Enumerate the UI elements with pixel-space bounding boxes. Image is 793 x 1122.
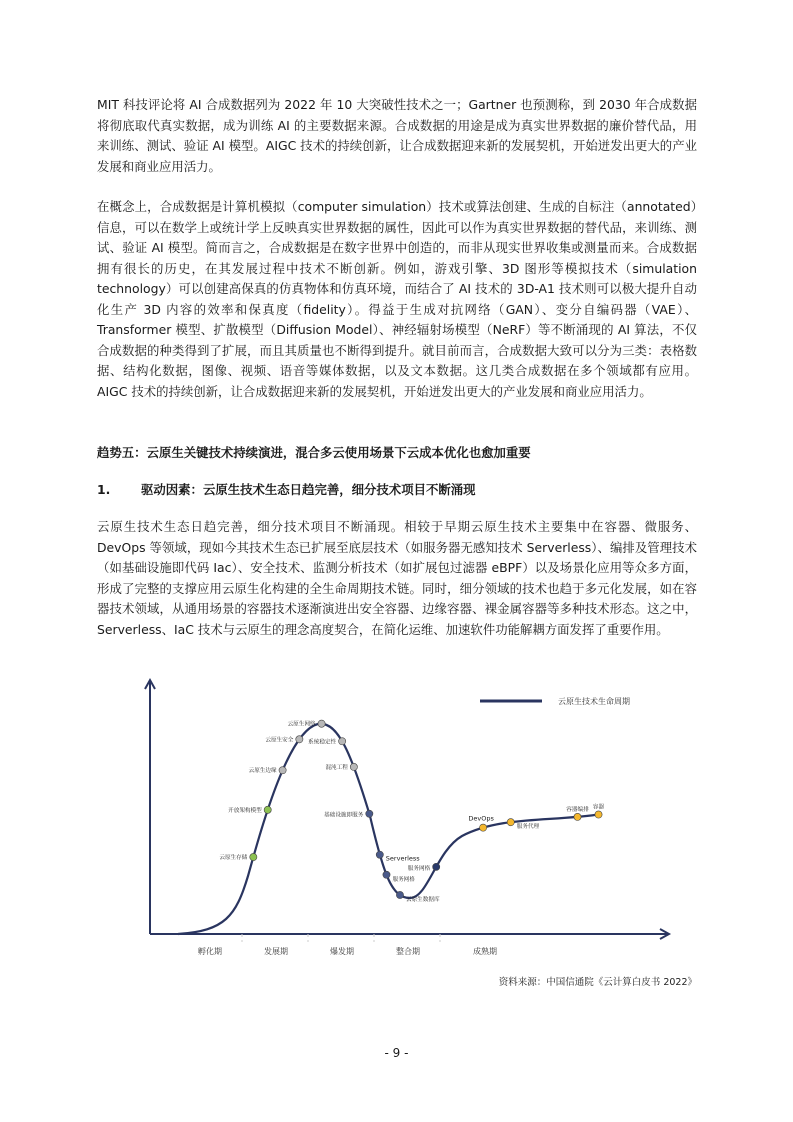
- section-heading-trend-five: 趋势五：云原生关键技术持续演进，混合多云使用场景下云成本优化也愈加重要: [97, 445, 531, 460]
- paragraph-cloud-native-ecosystem: 云原生技术生态日趋完善，细分技术项目不断涌现。相较于早期云原生技术主要集中在容器、微服务、DevOps 等领域，现如今其技术生态已扩展至底层技术（如服务器无感知技术 Serverless）、编排及管理技术（如基础设施即代码 Iac）、安全技术、监测分析技术（如扩展包过滤器 eBPF）以及场景化应用等众多方面，形成了完整的支撑应用云原生化构建的全生命周期技术链。同时，细分领域的技术也趋于多元化发展，如在容器技术领域，从通用场景的容器技术逐渐演进出安全容器、边缘容器、裸金属容器等多种技术形态。这之中，Serverless、IaC 技术与云原生的理念高度契合，在简化运维、加速软件功能解耦方面发挥了重要作用。: [97, 519, 697, 637]
- lifecycle-point: [595, 811, 602, 818]
- lifecycle-point: [250, 853, 257, 860]
- lifecycle-point-label: 容器: [592, 804, 605, 811]
- source-caption: 资料来源：中国信通院《云计算白皮书 2022》: [498, 977, 697, 988]
- lifecycle-point-label: 云原生存储: [219, 855, 248, 862]
- lifecycle-point: [296, 736, 303, 743]
- lifecycle-point: [350, 763, 357, 770]
- subsection-heading: [97, 480, 697, 500]
- page-number: - 9 -: [384, 1046, 409, 1060]
- paragraph-synthetic-data-intro: MIT 科技评论将 AI 合成数据列为 2022 年 10 大突破性技术之一；Gartner 也预测称，到 2030 年合成数据将彻底取代真实数据，成为训练 AI 的主要数据来源。合成数据的用途是成为真实世界数据的廉价替代品，用来训练、测试、验证 AI 模型。AIGC 技术的持续创新，让合成数据迎来新的发展契机，开始迸发出更大的产业发展和商业应用活力。: [97, 97, 697, 174]
- lifecycle-point-label: 混沌工程: [325, 764, 348, 771]
- phase-labels: [198, 946, 497, 956]
- lifecycle-point-label: 云原生安全: [265, 737, 294, 744]
- lifecycle-point-label: Serverless: [385, 854, 420, 863]
- lifecycle-point-label: 容器编排: [566, 806, 589, 813]
- phase-label: 发展期: [264, 947, 288, 956]
- phase-dividers: [242, 934, 440, 942]
- lifecycle-point-label: 开放架构模型: [228, 807, 262, 814]
- legend: [480, 696, 630, 706]
- lifecycle-point-label: 服务代理: [516, 824, 540, 831]
- phase-label: 孵化期: [198, 947, 222, 956]
- lifecycle-point: [264, 806, 271, 813]
- lifecycle-point-label: 云原生边缘: [248, 768, 277, 775]
- subsection-number: 1.: [97, 482, 111, 497]
- lifecycle-point: [433, 863, 440, 870]
- lifecycle-points: [219, 720, 604, 903]
- lifecycle-point: [339, 738, 346, 745]
- phase-label: 成熟期: [473, 947, 497, 956]
- lifecycle-point: [396, 891, 403, 898]
- lifecycle-point: [279, 767, 286, 774]
- lifecycle-point: [480, 824, 487, 831]
- legend-label: 云原生技术生命周期: [558, 697, 630, 706]
- lifecycle-point-label: 服务网格: [392, 876, 415, 883]
- lifecycle-point: [376, 851, 383, 858]
- cloud-native-lifecycle-figure: [140, 676, 680, 966]
- lifecycle-point: [507, 819, 514, 826]
- lifecycle-point-label: DevOps: [468, 814, 494, 823]
- lifecycle-point-label: 系统稳定性: [308, 739, 337, 746]
- lifecycle-point: [383, 871, 390, 878]
- subsection-title: 驱动因素：云原生技术生态日趋完善，细分技术项目不断涌现: [141, 482, 476, 497]
- phase-label: 爆发期: [330, 947, 354, 956]
- paragraph-synthetic-data-concept: 在概念上，合成数据是计算机模拟（computer simulation）技术或算法创建、生成的自标注（annotated）信息，可以在数学上或统计学上反映真实世界数据的属性，因此可以作为真实世界数据的替代品，来训练、测试、验证 AI 模型。简而言之，合成数据是在数字世界中创造的，而非从现实世界收集或测量而来。合成数据拥有很长的历史，在其发展过程中技术不断创新。例如，游戏引擎、3D 图形等模拟技术（simulation technology）可以创建高保真的仿真物体和仿真环境，而结合了 AI 技术的 3D-A1 技术则可以极大提升自动化生产 3D 内容的效率和保真度（fidelity）。得益于生成对抗网络（GAN）、变分自编码器（VAE）、Transformer 模型、扩散模型（Diffusion Model）、神经辐射场模型（NeRF）等不断涌现的 AI 算法，不仅合成数据的种类得到了扩展，而且其质量也不断得到提升。就目前而言，合成数据大致可以分为三类：表格数据、结构化数据，图像、视频、语音等媒体数据，以及文本数据。这几类合成数据在多个领域都有应用。AIGC 技术的持续创新，让合成数据迎来新的发展契机，开始迸发出更大的产业发展和商业应用活力。: [97, 199, 697, 399]
- lifecycle-point-label: 云原生数据库: [405, 897, 440, 904]
- lifecycle-point: [366, 810, 373, 817]
- phase-label: 整合期: [396, 947, 420, 956]
- lifecycle-point-label: 服务网格: [407, 865, 431, 872]
- lifecycle-point: [318, 720, 325, 727]
- lifecycle-point: [574, 813, 581, 820]
- lifecycle-point-label: 基础设施即服务: [324, 812, 364, 819]
- lifecycle-point-label: 云原生网络: [287, 721, 316, 728]
